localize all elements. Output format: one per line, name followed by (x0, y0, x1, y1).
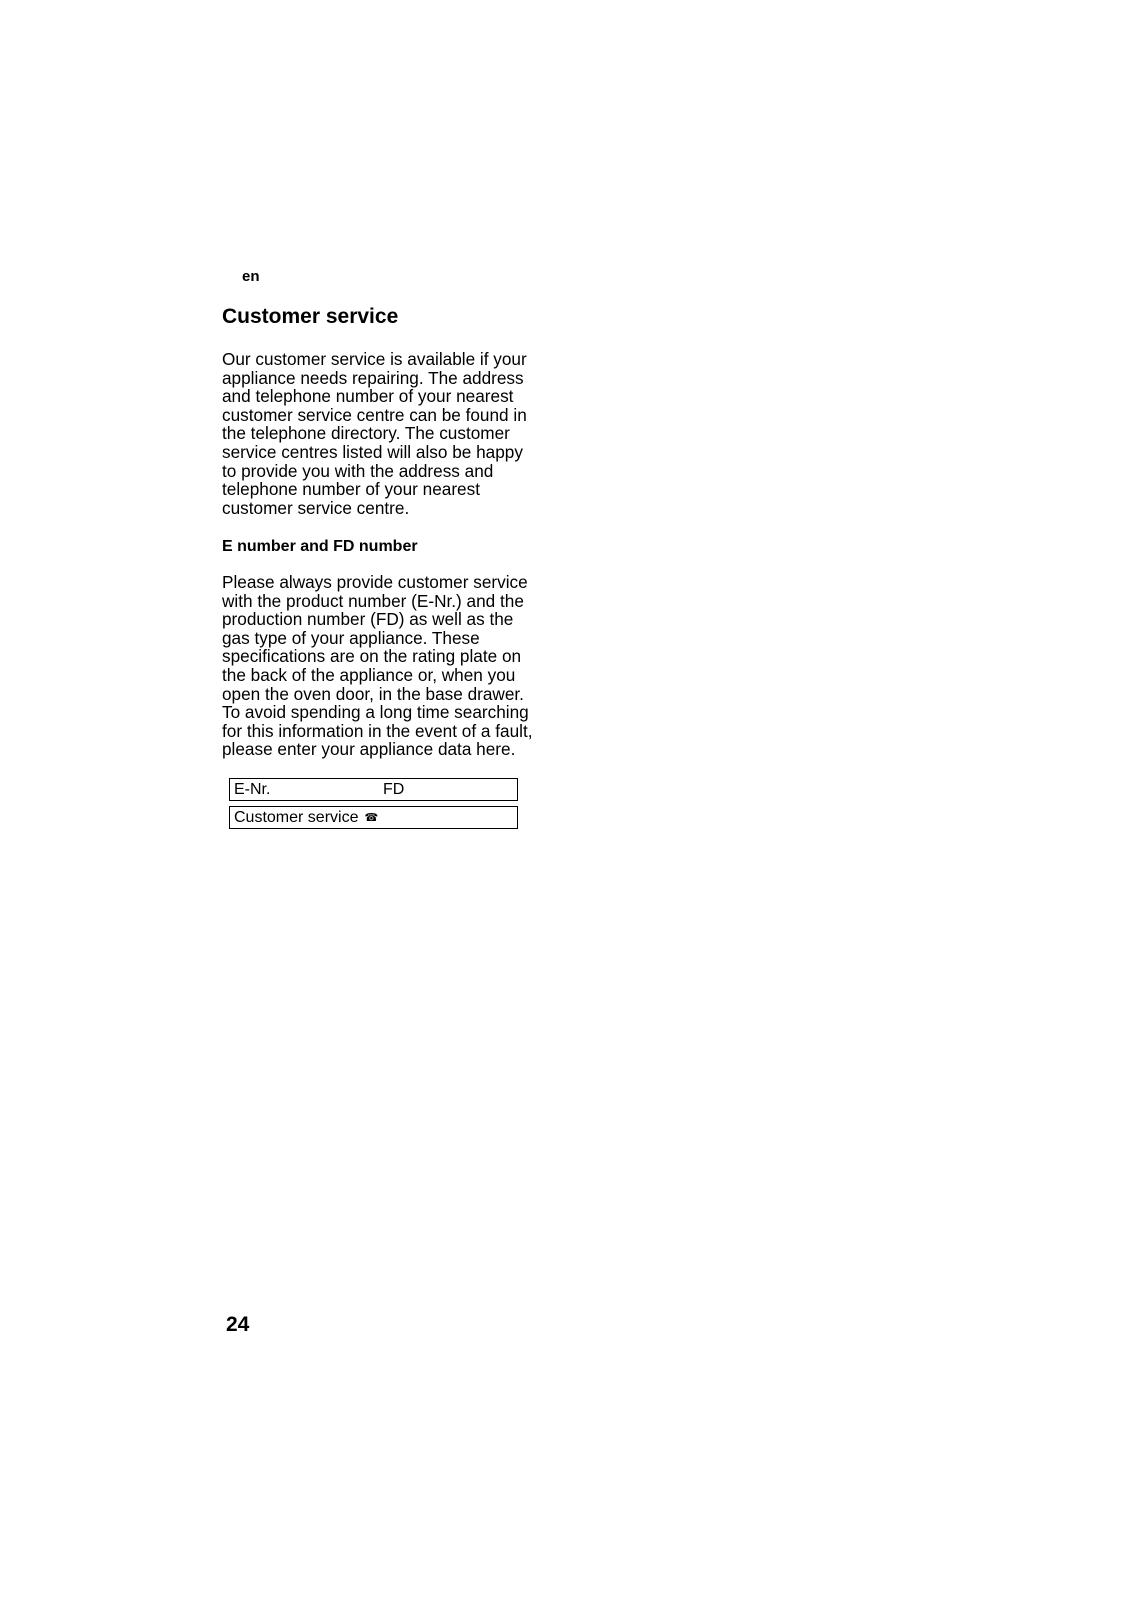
customer-service-label-group (234, 808, 378, 828)
fd-label: FD (383, 781, 405, 798)
intro-paragraph: Our customer service is available if your appliance needs repairing. The address and telephone number of your nearest customer service centre can be found in the telephone directory. The customer service centres listed will also be happy to provide you with the address and telephone number of your nearest customer service centre. (222, 349, 527, 518)
language-tag: en (242, 268, 260, 285)
section-heading: E number and FD number (222, 538, 418, 555)
page-title: Customer service (222, 305, 399, 328)
customer-service-field[interactable] (229, 806, 518, 829)
instructions-paragraph: Please always provide customer service with the product number (E-Nr.) and the production number (FD) as well as the gas type of your appliance. These specifications are on the rating plate on the back of the appliance or, when you open the oven door, in the base drawer. To avoid spending a long time searching for this information in the event of a fault, please enter your appliance data here. (222, 572, 533, 760)
telephone-icon: ☎ (364, 812, 379, 824)
page-number: 24 (226, 1313, 250, 1336)
enr-fd-field[interactable] (229, 778, 518, 801)
customer-service-label: Customer service (234, 809, 359, 826)
enr-label: E-Nr. (234, 781, 271, 798)
